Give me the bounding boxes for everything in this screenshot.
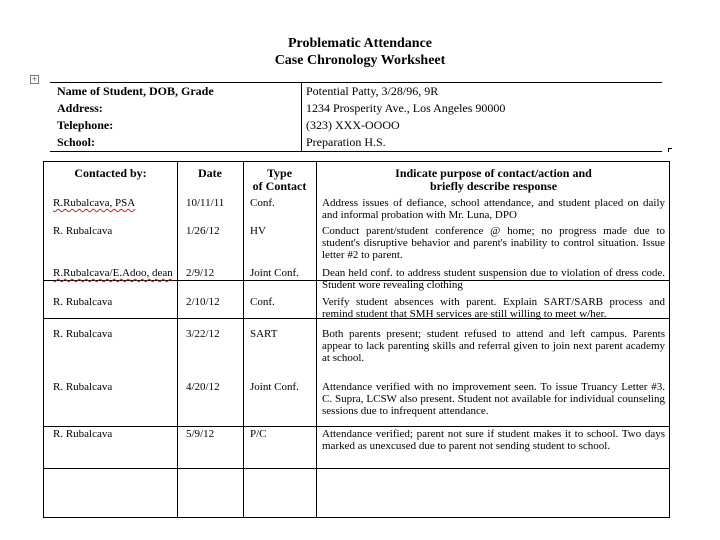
row-date: 1/26/12 [186,225,220,237]
row-purpose: Attendance verified with no improvement seen. To issue Truancy Letter #3. C. Supra, LCSW also present. Student not available for individual counseling sessions due to infrequent attendance. [322,381,665,417]
row-type: P/C [250,428,267,440]
row-contacted-by: R.Rubalcava/E.Adoo, dean [53,267,173,279]
contact-log-table [43,161,670,518]
row-divider [44,426,669,427]
info-row-school [50,134,662,151]
header-date: Date [198,166,222,180]
column-divider [316,162,317,517]
row-date: 2/10/12 [186,296,220,308]
header-type: Type [266,166,293,180]
header-purpose: Indicate purpose of contact/action and [395,166,592,180]
header-contacted-by: Contacted by: [74,166,147,180]
info-row-name [50,83,662,100]
row-type: Joint Conf. [250,267,299,279]
row-type: Conf. [250,197,275,209]
row-date: 10/11/11 [186,197,225,209]
header-type-sub: of Contact [252,179,307,193]
info-value: 1234 Prosperity Ave., Los Angeles 90000 [306,101,506,115]
row-purpose: Attendance verified; parent not sure if student makes it to school. Two days marked as unexcused due to parent not sending student to school. [322,428,665,452]
worksheet-subtitle: Case Chronology Worksheet [274,53,446,68]
row-contacted-by: R.Rubalcava, PSA [53,197,136,209]
info-row-telephone [50,117,662,134]
table-move-handle-icon[interactable]: + [31,75,38,83]
row-purpose: Address issues of defiance, school attendance, and student placed on daily and informal probation with Mr. Luna, DPO [322,197,665,221]
row-date: 4/20/12 [186,381,220,393]
row-purpose: Both parents present; student refused to attend and left campus. Parents appear to lack parenting skills and referral given to join next parent academy at school. [322,328,665,364]
row-contacted-by: R. Rubalcava [53,225,113,237]
row-contacted-by: R. Rubalcava [53,381,113,393]
page-corner-mark [668,148,672,152]
student-info-table [50,82,662,152]
row-contacted-by: R. Rubalcava [53,428,113,440]
row-date: 2/9/12 [186,267,215,279]
info-label: Telephone: [50,117,302,134]
row-purpose: Dean held conf. to address student suspension due to violation of dress code. Student wore revealing clothing [322,267,665,291]
row-type: HV [250,225,266,237]
row-date: 5/9/12 [186,428,215,440]
worksheet-title: Problematic Attendance [288,36,432,51]
column-divider [243,162,244,517]
header-purpose-sub: briefly describe response [429,179,558,193]
info-value: Preparation H.S. [306,135,386,149]
row-purpose: Conduct parent/student conference @ home; no progress made due to student's disruptive behavior and parent's inability to control situation. Issue letter #2 to parent. [322,225,665,261]
info-label: Address: [50,100,302,117]
column-divider [177,162,178,517]
row-contacted-by: R. Rubalcava [53,328,113,340]
row-type: SART [250,328,278,340]
row-date: 3/22/12 [186,328,220,340]
info-label: Name of Student, DOB, Grade [50,83,302,100]
row-divider [44,468,669,469]
row-type: Joint Conf. [250,381,299,393]
info-value: (323) XXX-OOOO [306,118,400,132]
row-contacted-by: R. Rubalcava [53,296,113,308]
info-label: School: [50,134,302,151]
row-purpose: Verify student absences with parent. Explain SART/SARB process and remind student that SMH services are still willing to meet w/her. [322,296,665,320]
info-row-address [50,100,662,117]
row-type: Conf. [250,296,275,308]
info-value: Potential Patty, 3/28/96, 9R [306,84,439,98]
